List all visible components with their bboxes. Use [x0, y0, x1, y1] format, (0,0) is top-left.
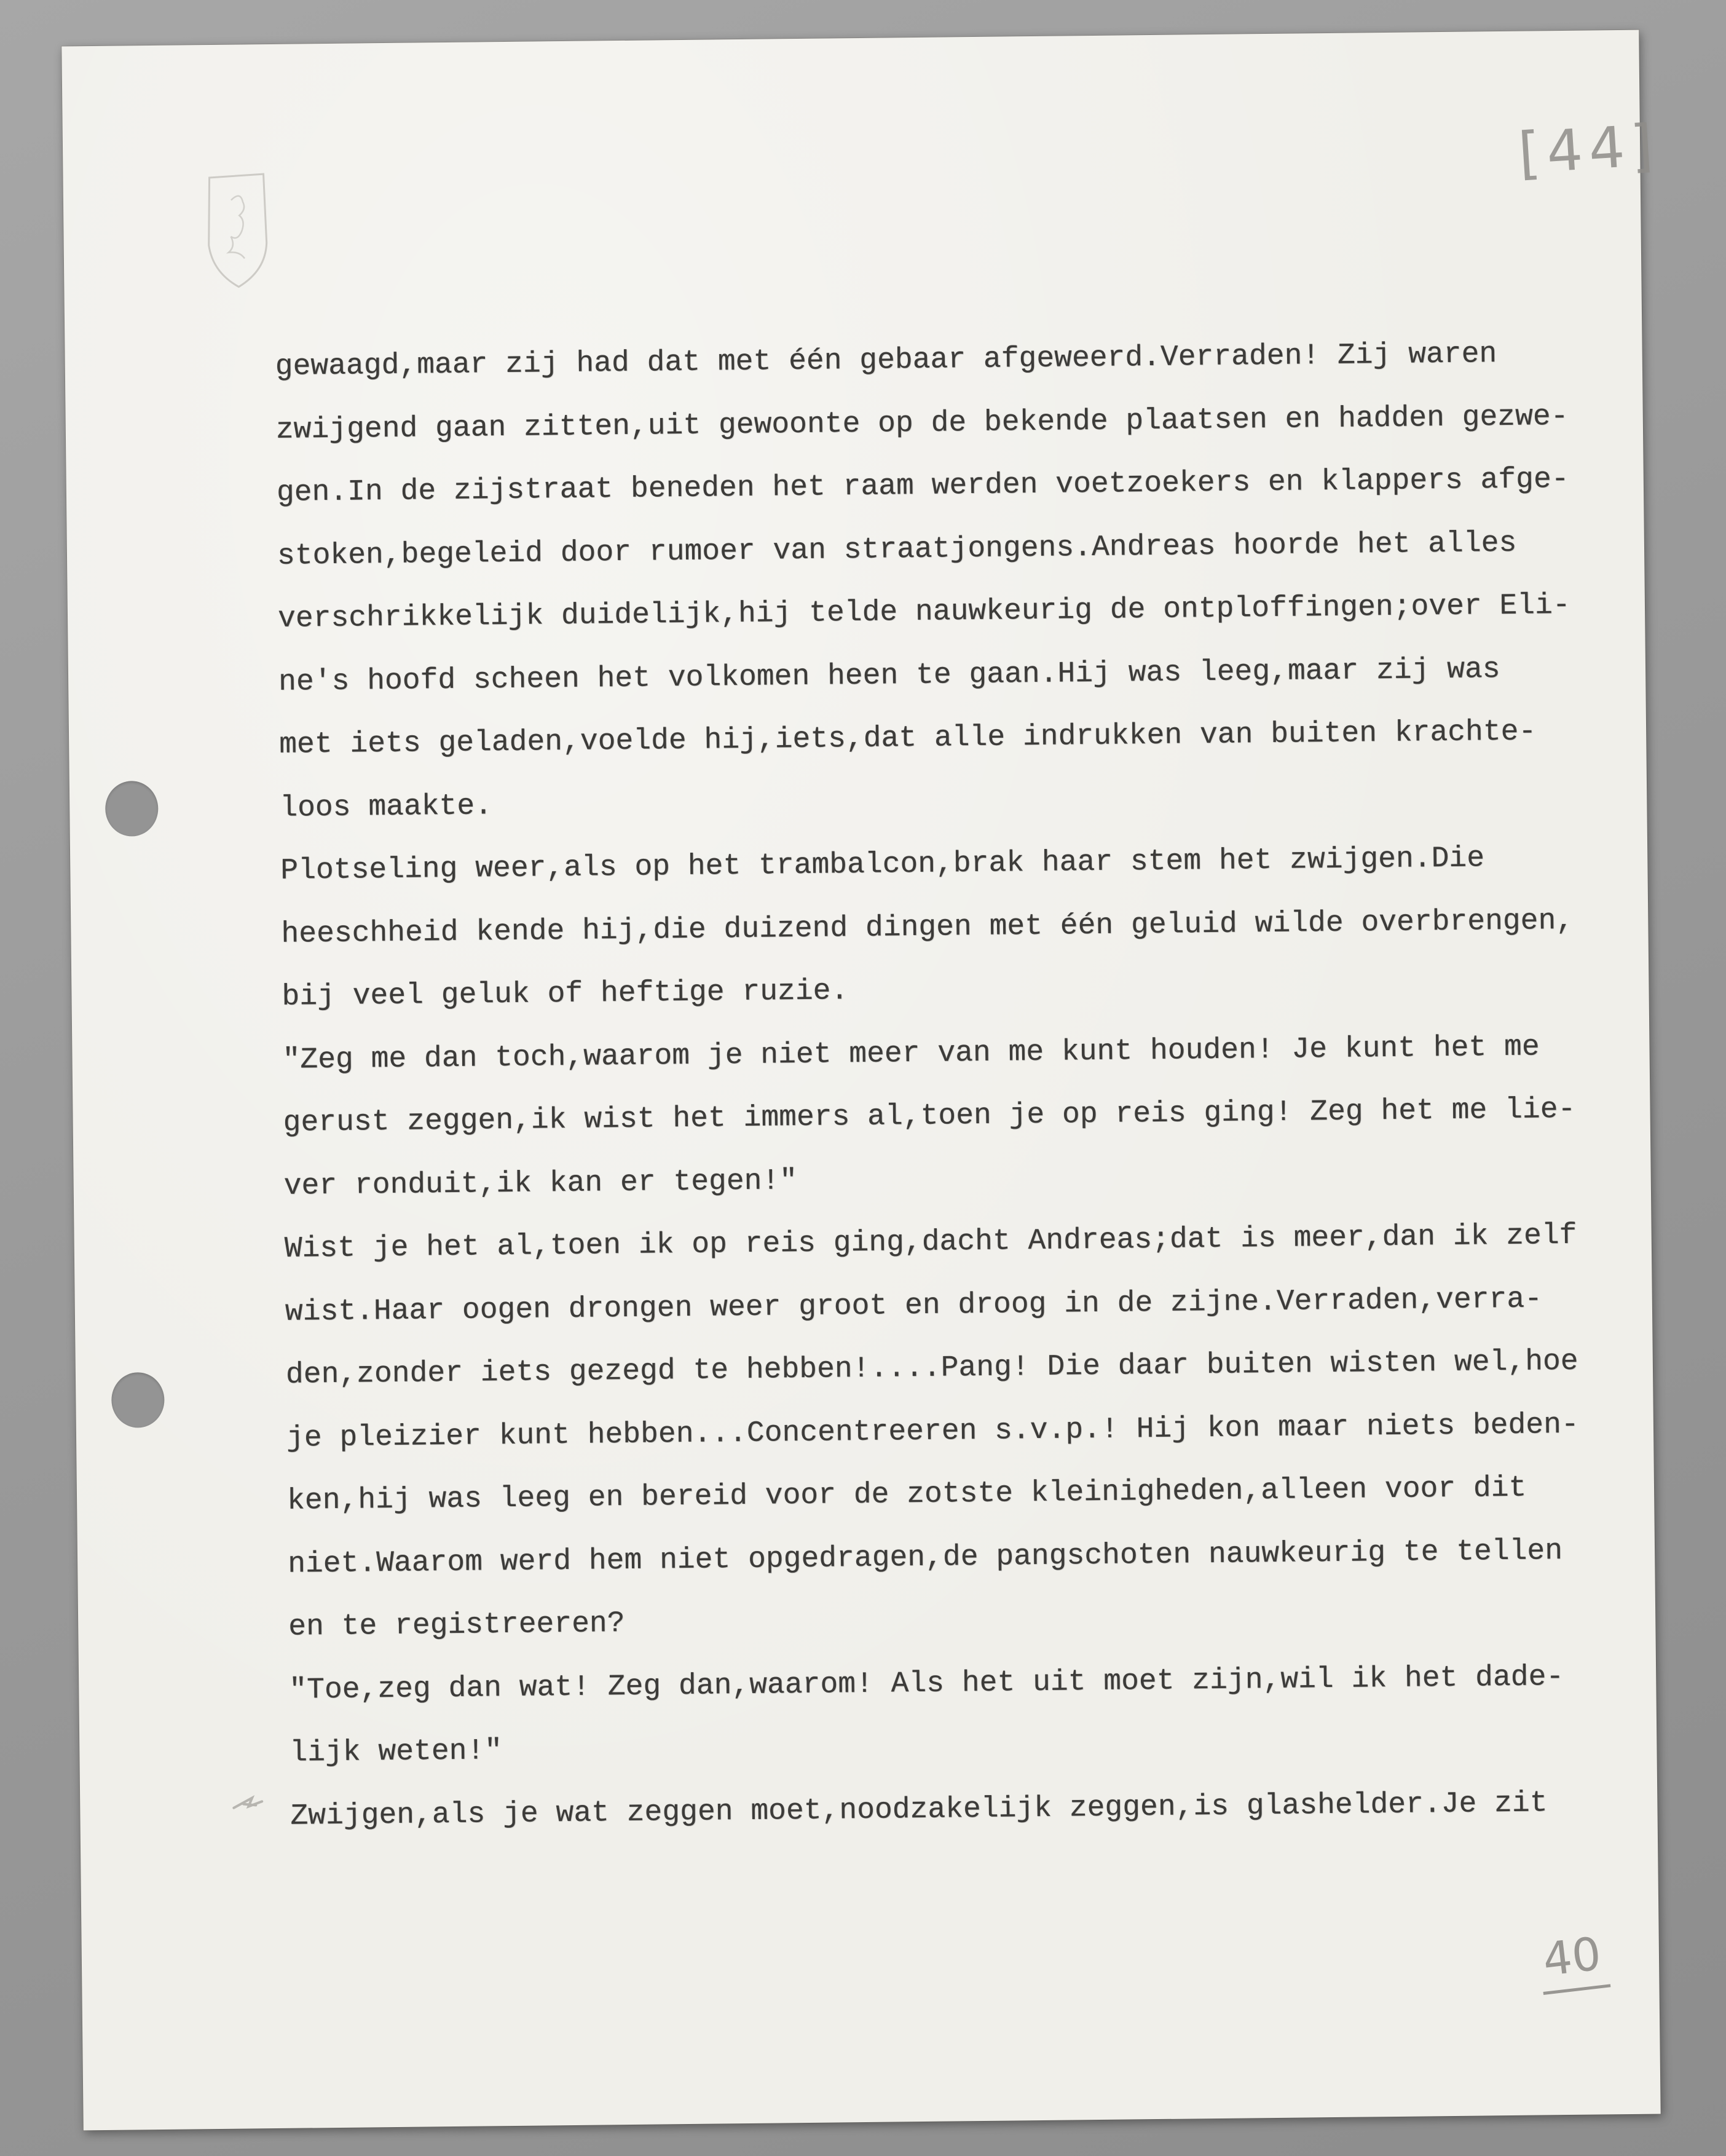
typed-line: lijk weten!" — [290, 1734, 503, 1770]
typed-line: Wist je het al,toen ik op reis ging,dacht Andreas;dat is meer,dan ik zelf — [284, 1218, 1577, 1266]
punch-hole-bottom — [111, 1372, 165, 1428]
typed-line: heeschheid kende hij,die duizend dingen met één geluid wilde overbrengen, — [281, 904, 1574, 951]
typed-text-block — [275, 322, 1583, 1848]
typed-line: gen.In de zijstraat beneden het raam werden voetzoekers en klappers afge- — [276, 462, 1569, 510]
typed-line: je pleizier kunt hebben...Concentreeren s.v.p.! Hij kon maar niets beden- — [286, 1408, 1579, 1455]
typed-line: zwijgend gaan zitten,uit gewoonte op de bekende plaatsen en hadden gezwe- — [275, 400, 1569, 447]
typed-line: Zwijgen,als je wat zeggen moet,noodzakelijk zeggen,is glashelder.Je zit — [290, 1786, 1548, 1833]
typed-line: met iets geladen,voelde hij,iets,dat alle indrukken van buiten krachte- — [278, 715, 1537, 762]
typed-line: niet.Waarom werd hem niet opgedragen,de pangschoten nauwkeurig te tellen — [287, 1534, 1563, 1581]
typed-line: "Zeg me dan toch,waarom je niet meer van me kunt houden! Je kunt het me — [282, 1030, 1540, 1077]
typed-line: ver ronduit,ik kan er tegen!" — [283, 1164, 798, 1203]
typed-line: Plotseling weer,als op het trambalcon,brak haar stem het zwijgen.Die — [280, 842, 1485, 888]
typed-line: gerust zeggen,ik wist het immers al,toen je op reis ging! Zeg het me lie- — [283, 1092, 1576, 1140]
shield-stamp-icon — [203, 172, 273, 291]
punch-hole-top — [105, 781, 159, 837]
manuscript-page — [61, 30, 1660, 2131]
sheet-number-annotation: 40 — [1537, 1927, 1611, 1995]
typed-line: stoken,begeleid door rumoer van straatjongens.Andreas hoorde het alles — [277, 526, 1517, 573]
typed-line: ne's hoofd scheen het volkomen heen te gaan.Hij was leeg,maar zij was — [278, 652, 1500, 699]
typed-line: bij veel geluk of heftige ruzie. — [282, 974, 849, 1014]
typed-line: en te registreeren? — [288, 1607, 625, 1644]
page-number-annotation: [44] — [1516, 112, 1661, 187]
typed-line: ken,hij was leeg en bereid voor de zotste kleinigheden,alleen voor dit — [286, 1471, 1527, 1518]
typed-line: den,zonder iets gezegd te hebben!....Pang! Die daar buiten wisten wel,hoe — [285, 1345, 1578, 1392]
pencil-arrow-icon — [231, 1790, 268, 1815]
typed-line: gewaagd,maar zij had dat met één gebaar afgeweerd.Verraden! Zij waren — [275, 338, 1497, 384]
typed-line: loos maakte. — [280, 789, 493, 825]
typed-line: wist.Haar oogen drongen weer groot en droog in de zijne.Verraden,verra- — [285, 1282, 1543, 1329]
typed-line: verschrikkelijk duidelijk,hij telde nauwkeurig de ontploffingen;over Eli- — [277, 588, 1571, 636]
typed-line: "Toe,zeg dan wat! Zeg dan,waarom! Als het uit moet zijn,wil ik het dade- — [289, 1660, 1564, 1707]
